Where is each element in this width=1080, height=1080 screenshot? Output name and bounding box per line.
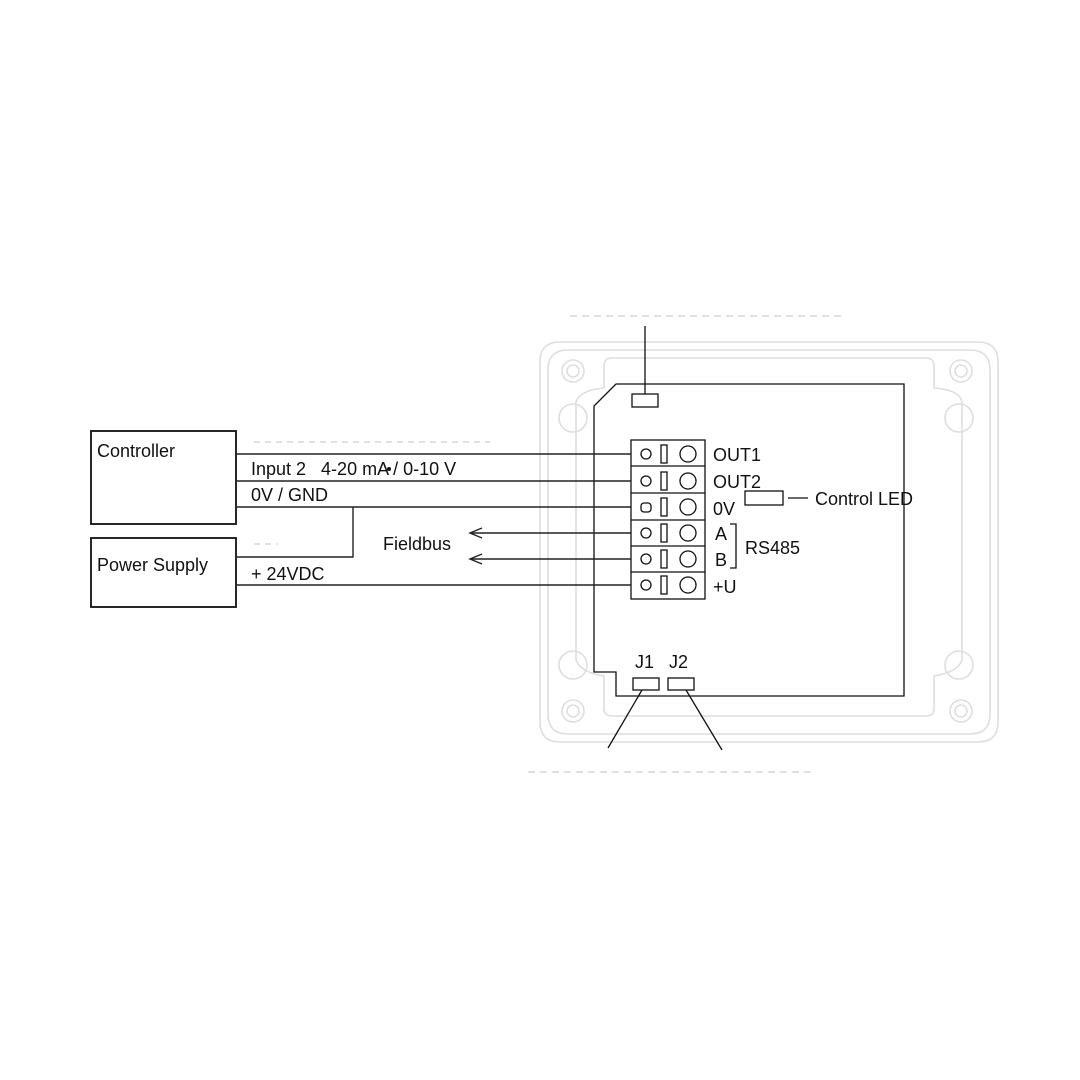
terminal-slot-out1 (641, 445, 696, 463)
jumper-j1 (633, 678, 659, 690)
terminal-slot-out2 (641, 472, 696, 490)
jumper-j2-label: J2 (669, 652, 689, 672)
control-led-box (745, 491, 783, 505)
fieldbus-label: Fieldbus (383, 534, 452, 554)
wire-label-supply: + 24VDC (251, 564, 325, 584)
wire-label-gnd: 0V / GND (251, 485, 329, 505)
fieldbus-arrow-a (470, 528, 631, 538)
terminal-slot-b (641, 550, 696, 568)
jumper-j2 (668, 678, 694, 690)
control-led-label: Control LED (815, 489, 914, 509)
terminal-slot-plus-u (641, 576, 696, 594)
terminal-label-b: B (715, 550, 728, 570)
terminal-slot-0v (641, 498, 696, 516)
terminal-label-out1: OUT1 (713, 445, 762, 465)
terminal-label-0v: 0V (713, 499, 736, 519)
terminal-slot-a (641, 524, 696, 542)
jumper-j1-leader (608, 690, 642, 748)
top-component (632, 394, 658, 407)
jumper-j1-label: J1 (635, 652, 655, 672)
terminal-label-out2: OUT2 (713, 472, 762, 492)
controller-label: Controller (97, 441, 176, 461)
rs485-bracket (730, 524, 736, 568)
power-supply-label: Power Supply (97, 555, 209, 575)
terminal-label-plus-u: +U (713, 577, 737, 597)
rs485-label: RS485 (745, 538, 801, 558)
fieldbus-arrow-b (470, 554, 631, 564)
wire-label-input2: Input 2 4-20 mA / 0-10 V (251, 459, 457, 479)
terminal-label-a: A (715, 524, 728, 544)
jumper-j2-leader (686, 690, 722, 750)
terminal-block (631, 440, 705, 599)
